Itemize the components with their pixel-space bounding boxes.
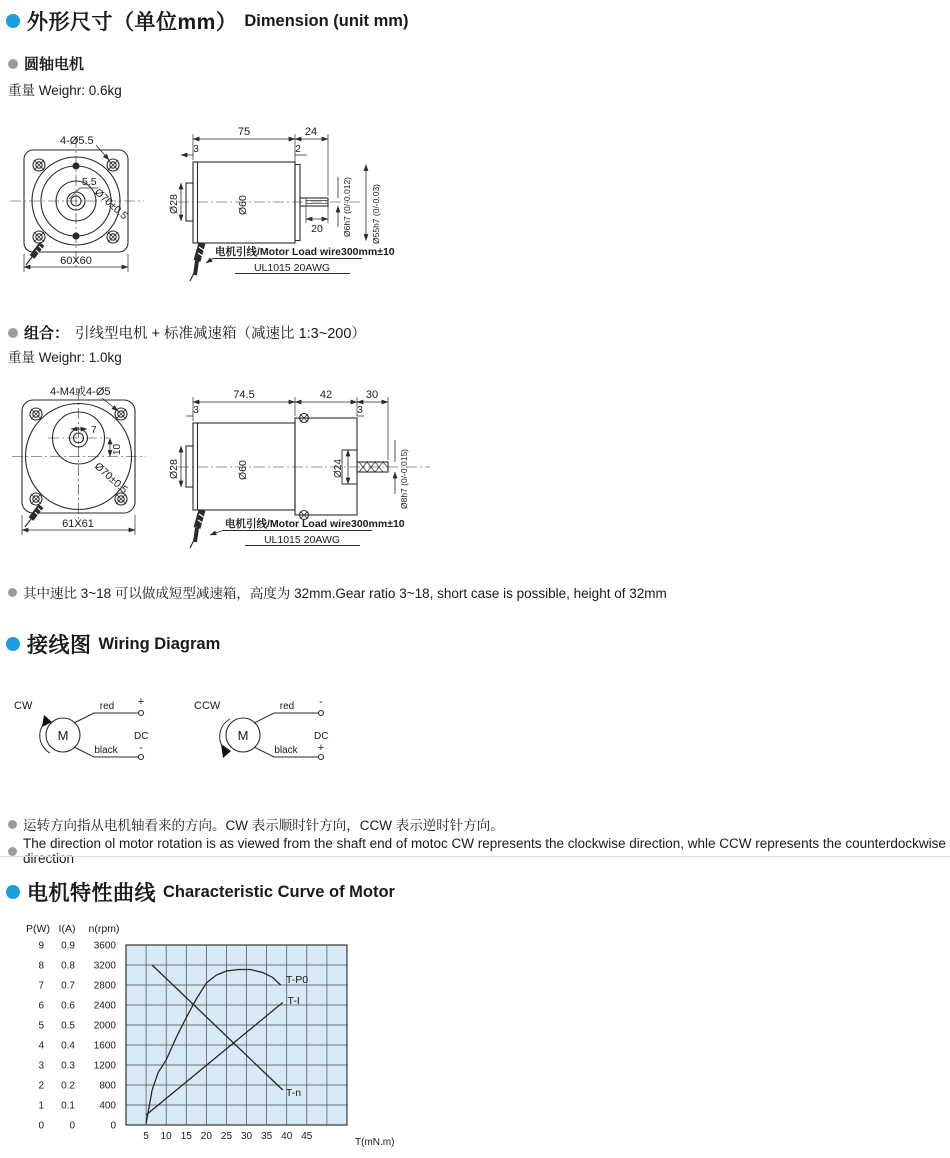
dim-step-length: 2: [295, 144, 301, 155]
dim-holes-label: 4-Ø5.5: [60, 135, 94, 147]
svg-text:T-I: T-I: [287, 995, 300, 1007]
svg-text:1200: 1200: [93, 1060, 116, 1072]
svg-text:6: 6: [38, 1000, 44, 1012]
dim-pilot-label: Ø70±0.5: [91, 460, 130, 497]
cw-red-wire-label: red: [99, 701, 115, 712]
svg-text:0.2: 0.2: [61, 1080, 75, 1092]
dim-rear-length: 3: [357, 405, 363, 416]
svg-text:0: 0: [38, 1120, 44, 1132]
svg-text:0.8: 0.8: [61, 960, 75, 972]
ccw-red-wire-label: red: [279, 701, 295, 712]
svg-text:1: 1: [38, 1100, 44, 1112]
dim-boss-dia: Ø28: [168, 459, 180, 479]
svg-text:2000: 2000: [93, 1020, 116, 1032]
svg-text:7: 7: [38, 980, 44, 992]
round-shaft-motor-label: 圆轴电机: [24, 56, 85, 73]
wire-note: 电机引线/Motor Load wire300mm±10: [225, 518, 405, 530]
svg-text:40: 40: [281, 1131, 293, 1142]
section-title-zh: 外形尺寸（单位mm）: [27, 11, 238, 34]
cw-dc-label: DC: [134, 731, 149, 742]
section-divider: [0, 856, 950, 857]
svg-text:400: 400: [99, 1100, 116, 1112]
svg-text:800: 800: [99, 1080, 116, 1092]
svg-text:15: 15: [180, 1131, 192, 1142]
svg-text:2400: 2400: [93, 1000, 116, 1012]
svg-text:P(W): P(W): [26, 923, 50, 935]
dim-hub-dia: Ø24: [333, 459, 344, 478]
gray-bullet-icon: [8, 847, 17, 856]
dim-boss-dia: Ø28: [168, 194, 180, 214]
svg-text:8: 8: [38, 960, 44, 972]
svg-text:3200: 3200: [93, 960, 116, 972]
dim-gearbox-length: 42: [319, 389, 333, 401]
dim-shaft-length: 30: [365, 389, 379, 401]
note-rotation-en-text: The direction ol motor rotation is as viewed from the shaft end of motoc CW represents the clockwise direction, whle CCW represents the counterdockwise direction: [23, 836, 946, 866]
subsection-round-shaft-motor: [8, 53, 84, 74]
blue-bullet-icon: [6, 885, 20, 899]
dim-flat-length: 20: [311, 223, 323, 235]
svg-text:n(rpm): n(rpm): [88, 923, 120, 935]
svg-text:0.1: 0.1: [61, 1100, 75, 1112]
section-title-en: Dimension (unit mm): [244, 11, 409, 30]
gray-bullet-icon: [8, 59, 18, 69]
svg-text:5: 5: [143, 1131, 149, 1142]
dim-flange-label: 60X60: [60, 255, 92, 267]
svg-text:3: 3: [38, 1060, 44, 1072]
ccw-minus-sign: -: [319, 696, 323, 708]
svg-text:0: 0: [110, 1120, 116, 1132]
svg-text:5: 5: [38, 1020, 44, 1032]
subsection-geared-motor: [8, 322, 366, 343]
svg-text:25: 25: [220, 1131, 233, 1142]
note-gear-ratio: [8, 582, 667, 602]
svg-text:0.4: 0.4: [61, 1040, 75, 1052]
section-title-curve: [6, 877, 395, 907]
blue-bullet-icon: [6, 637, 20, 651]
geared-motor-drawing: [10, 385, 455, 555]
dim-body-dia: Ø60: [237, 460, 249, 480]
cw-motor-symbol: M: [57, 728, 69, 743]
svg-text:2: 2: [38, 1080, 44, 1092]
cw-minus-sign: -: [139, 742, 143, 754]
svg-text:0: 0: [69, 1120, 75, 1132]
geared-motor-label: 组合：: [24, 325, 70, 342]
dim-flange-label: 61X61: [62, 518, 94, 530]
blue-bullet-icon: [6, 14, 20, 28]
characteristic-curve-chart: [22, 918, 422, 1158]
gray-bullet-icon: [8, 820, 17, 829]
ccw-dc-label: DC: [314, 731, 329, 742]
svg-text:9: 9: [38, 940, 44, 952]
note-rotation-en: [8, 836, 950, 866]
wire-note: 电机引线/Motor Load wire300mm±10: [215, 246, 395, 258]
svg-text:T-P0: T-P0: [285, 974, 309, 986]
section-title-en: Characteristic Curve of Motor: [163, 882, 395, 901]
round-shaft-motor-weight: 重量 Weighr: 0.6kg: [8, 83, 122, 98]
dim-motor-length: 74.5: [233, 389, 255, 401]
svg-text:0.6: 0.6: [61, 1000, 75, 1012]
dim-pilot-label: Ø70±0.5: [91, 186, 130, 223]
section-title-zh: 电机特性曲线: [27, 882, 156, 905]
note-rotation-zh: [8, 814, 504, 834]
note-rotation-zh-text: 运转方向指从电机轴看来的方向。CW 表示顺时针方向，CCW 表示逆时针方向。: [23, 818, 504, 833]
svg-text:T-n: T-n: [285, 1087, 302, 1099]
svg-text:0.5: 0.5: [61, 1020, 75, 1032]
round-shaft-motor-drawing: [10, 115, 430, 300]
section-title-zh: 接线图: [27, 634, 92, 657]
cw-plus-sign: +: [137, 696, 145, 708]
gray-bullet-icon: [8, 588, 17, 597]
dim-holes-label: 4-M4或4-Ø5: [50, 386, 111, 398]
cw-rotation-arrow-icon: [42, 715, 52, 727]
dim-boss-length: 3: [193, 144, 199, 155]
svg-text:I(A): I(A): [58, 923, 76, 935]
svg-text:30: 30: [240, 1131, 253, 1142]
dim-body-length: 75: [237, 126, 251, 138]
section-title-dimension: [6, 6, 408, 36]
svg-text:0.9: 0.9: [61, 940, 75, 952]
dim-shaft-dia-tol: Ø8h7 (0/-0.015): [399, 448, 409, 509]
svg-text:20: 20: [200, 1131, 212, 1142]
svg-text:2800: 2800: [93, 980, 116, 992]
dim-boss-length: 3: [193, 405, 199, 416]
svg-text:T(mN.m): T(mN.m): [355, 1137, 395, 1148]
dim-5-5-label: 5.5: [82, 176, 97, 188]
wiring-diagram: [10, 695, 350, 780]
svg-text:45: 45: [301, 1131, 313, 1142]
svg-text:35: 35: [261, 1131, 273, 1142]
ccw-motor-symbol: M: [237, 728, 249, 743]
dim-pilot-dia-tol: Ø55h7 (0/-0.03): [371, 183, 381, 244]
wire-spec: UL1015 20AWG: [263, 534, 341, 546]
dim-10-label: 10: [112, 443, 123, 455]
svg-text:3600: 3600: [93, 940, 116, 952]
note-gear-ratio-text: 其中速比 3~18 可以做成短型减速箱，高度为 32mm.Gear ratio 3~18, short case is possible, height of 32mm: [23, 586, 667, 601]
geared-motor-weight: 重量 Weighr: 1.0kg: [8, 350, 122, 365]
ccw-black-wire-label: black: [274, 745, 298, 756]
cw-label: CW: [14, 700, 33, 712]
wire-spec: UL1015 20AWG: [253, 262, 331, 274]
ccw-plus-sign: +: [317, 742, 325, 754]
dim-body-dia: Ø60: [237, 195, 249, 215]
section-title-wiring: [6, 629, 220, 659]
section-title-en: Wiring Diagram: [98, 634, 221, 653]
geared-motor-desc: 引线型电机 + 标准减速箱（减速比 1:3~200）: [75, 326, 366, 342]
dim-shaft-dia-tol: Ø6h7 (0/-0.012): [342, 176, 352, 237]
svg-text:4: 4: [38, 1040, 44, 1052]
gray-bullet-icon: [8, 328, 18, 338]
cw-black-wire-label: black: [94, 745, 118, 756]
svg-text:0.3: 0.3: [61, 1060, 75, 1072]
dim-shaft-length: 24: [304, 126, 318, 138]
svg-text:1600: 1600: [93, 1040, 116, 1052]
svg-text:10: 10: [160, 1131, 172, 1142]
svg-text:0.7: 0.7: [61, 980, 75, 992]
ccw-label: CCW: [194, 700, 221, 712]
dim-7-label: 7: [91, 425, 97, 436]
